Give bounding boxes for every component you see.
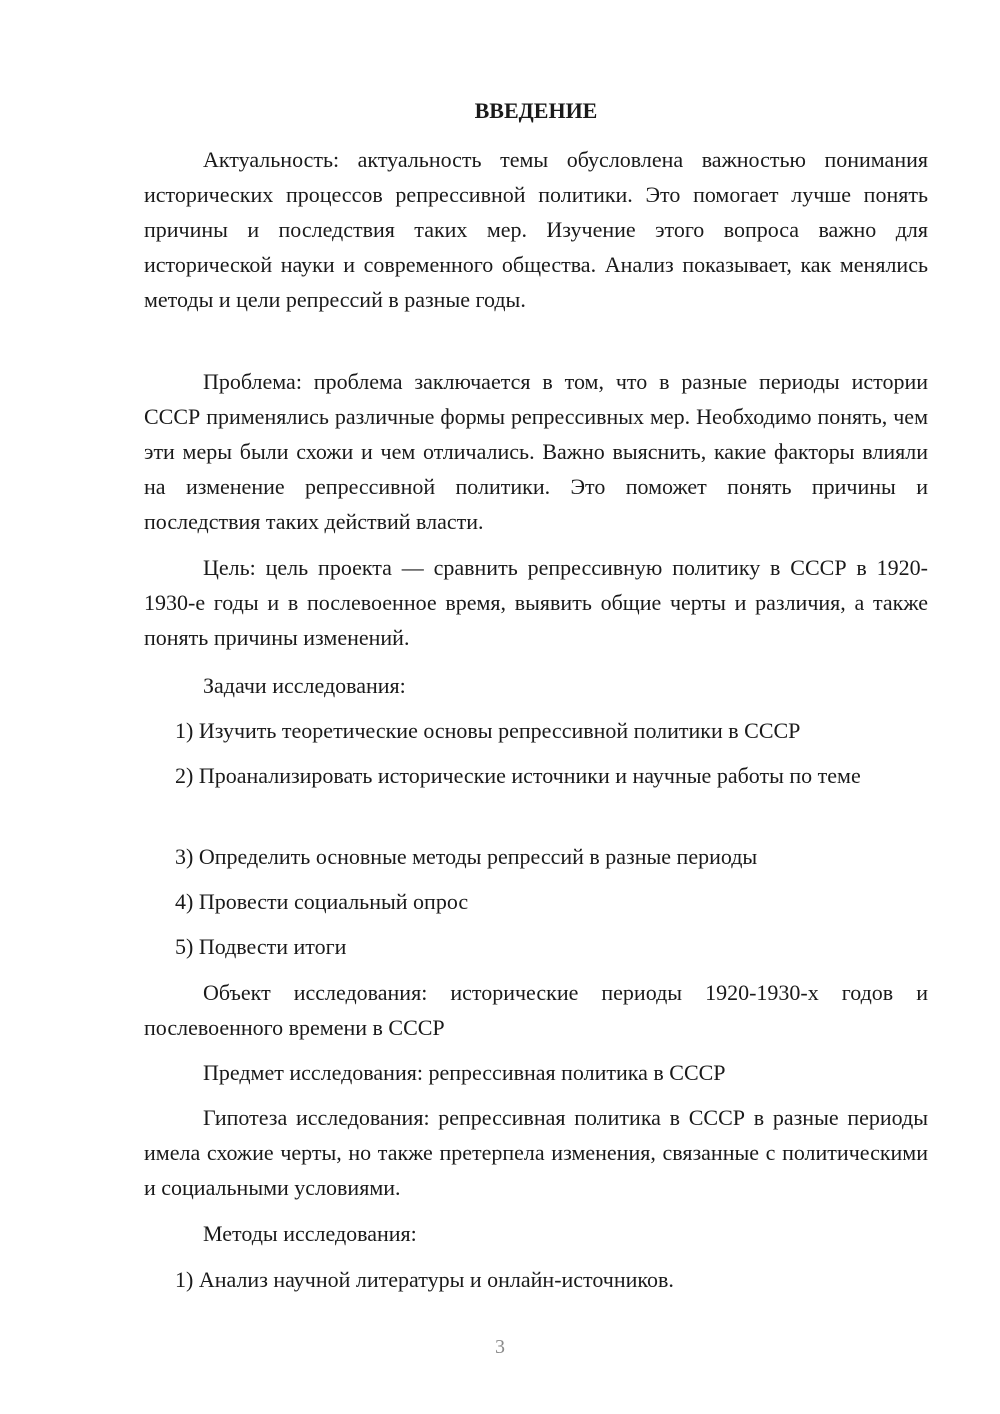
page-title: ВВЕДЕНИЕ <box>474 98 598 123</box>
task-item-5: 5) Подвести итоги <box>175 934 347 959</box>
tasks-heading: Задачи исследования: <box>203 673 406 698</box>
task-item-2: 2) Проанализировать исторические источники и научные работы по теме <box>175 763 861 788</box>
paragraph-relevance: Актуальность: актуальность темы обусловлена важностью понимания исторических процессов репрессивной политики. Это помогает лучше понять причины и последствия таких мер. Изучение этого вопроса важно для исторической науки и современного общества. Анализ показывает, как менялись методы и цели репрессий в разные годы. <box>144 147 928 312</box>
task-item-3: 3) Определить основные методы репрессий в разные периоды <box>175 844 758 869</box>
task-item-4: 4) Провести социальный опрос <box>175 889 469 914</box>
paragraph-hypothesis: Гипотеза исследования: репрессивная политика в СССР в разные периоды имела схожие черты, но также претерпела изменения, связанные с политическими и социальными условиями. <box>144 1105 928 1200</box>
task-item-1: 1) Изучить теоретические основы репрессивной политики в СССР <box>175 718 801 743</box>
paragraph-object: Объект исследования: исторические периоды 1920-1930-х годов и послевоенного времени в СССР <box>144 980 928 1040</box>
page-number: 3 <box>495 1336 505 1358</box>
paragraph-goal: Цель: цель проекта — сравнить репрессивную политику в СССР в 1920-1930-е годы и в послевоенное время, выявить общие черты и различия, а также понять причины изменений. <box>144 555 928 650</box>
methods-heading: Методы исследования: <box>203 1221 417 1246</box>
paragraph-problem: Проблема: проблема заключается в том, что в разные периоды истории СССР применялись различные формы репрессивных мер. Необходимо понять, чем эти меры были схожи и чем отличались. Важно выяснить, какие факторы влияли на изменение репрессивной политики. Это поможет понять причины и последствия таких действий власти. <box>144 369 928 534</box>
method-item-1: 1) Анализ научной литературы и онлайн-источников. <box>175 1267 674 1292</box>
paragraph-subject: Предмет исследования: репрессивная политика в СССР <box>203 1060 726 1085</box>
